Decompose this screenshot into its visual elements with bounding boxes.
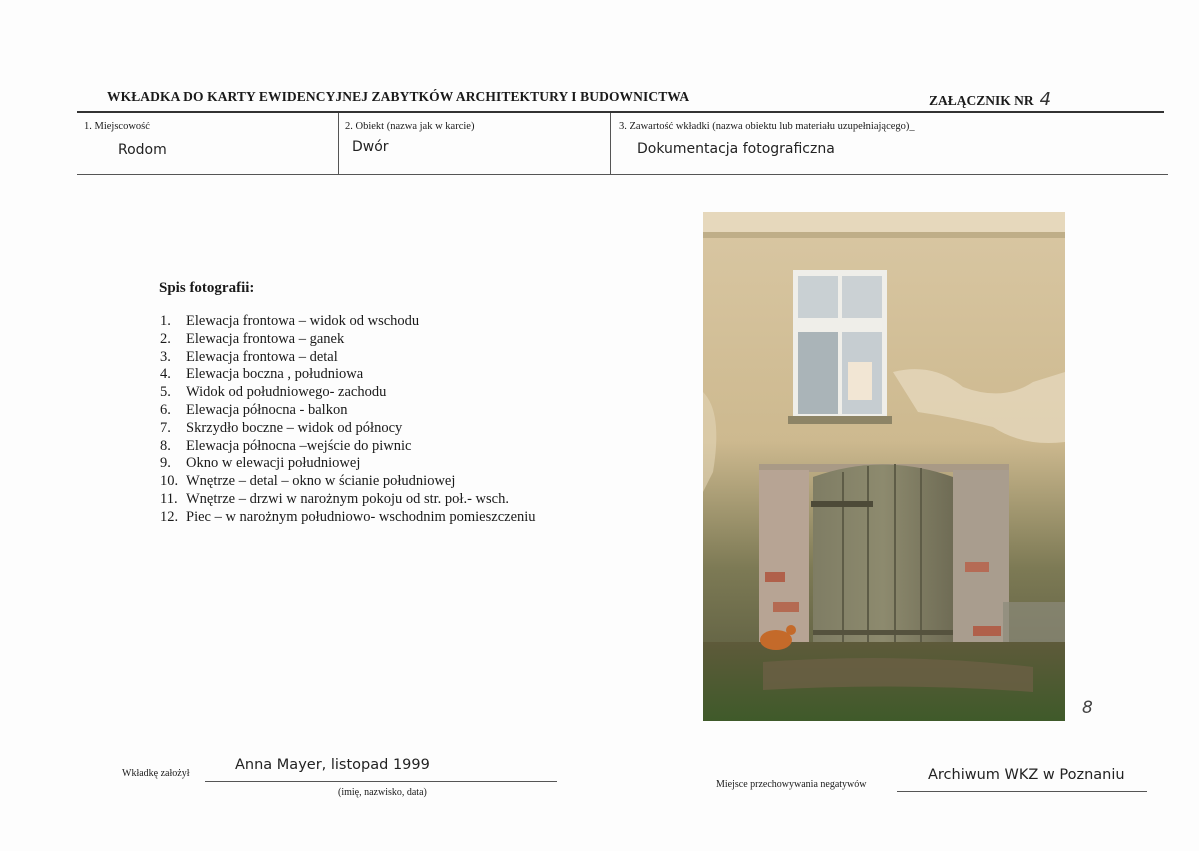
list-item-text: Elewacja frontowa – widok od wschodu	[186, 313, 420, 329]
object-value: Dwór	[352, 139, 389, 155]
field-divider-2	[610, 113, 611, 174]
photo-list	[160, 313, 536, 527]
annex-label: ZAŁĄCZNIK NR	[929, 93, 1034, 108]
list-item	[160, 384, 536, 402]
list-item-number: 1.	[160, 313, 171, 329]
list-item-text: Elewacja północna –wejście do piwnic	[186, 437, 412, 454]
storage-underline	[897, 791, 1147, 792]
list-item-number: 11.	[160, 490, 178, 507]
locality-label: 1. Miejscowość	[84, 121, 150, 132]
list-item	[160, 420, 536, 438]
storage-label: Miejsce przechowywania negatywów	[716, 779, 867, 790]
list-item-text: Elewacja boczna , południowa	[186, 366, 364, 383]
list-item-text: Skrzydło boczne – widok od północy	[186, 419, 403, 436]
form-title: WKŁADKA DO KARTY EWIDENCYJNEJ ZABYTKÓW ARCHITEKTURY I BUDOWNICTWA	[107, 89, 690, 104]
author-label: Wkładkę założył	[122, 768, 190, 779]
list-item-number: 9.	[160, 455, 171, 472]
building-door-photo	[703, 212, 1065, 721]
object-label: 2. Obiekt (nazwa jak w karcie)	[345, 121, 475, 132]
list-item-number: 7.	[160, 419, 171, 436]
list-item-text: Wnętrze – detal – okno w ścianie południowej	[186, 473, 456, 490]
list-item-number: 5.	[160, 384, 171, 401]
photo-list-title: Spis fotografii:	[159, 280, 255, 296]
annex-number: 4	[1039, 89, 1052, 110]
list-item	[160, 349, 536, 367]
contents-label: 3. Zawartość wkładki (nazwa obiektu lub materiału uzupełniającego)_	[619, 121, 915, 132]
list-item-number: 10.	[160, 473, 179, 490]
locality-value: Rodom	[118, 142, 167, 158]
list-item	[160, 331, 536, 349]
list-item-text: Elewacja frontowa – detal	[186, 348, 338, 365]
list-item-text: Elewacja frontowa – ganek	[186, 330, 345, 347]
list-item-number: 3.	[160, 348, 171, 365]
list-item	[160, 491, 536, 509]
list-item-number: 6.	[160, 401, 171, 418]
list-item-number: 8.	[160, 437, 171, 454]
list-item	[160, 455, 536, 473]
author-underline	[205, 781, 557, 782]
author-hint: (imię, nazwisko, data)	[338, 787, 427, 798]
list-item	[160, 366, 536, 384]
list-item-text: Okno w elewacji południowej	[186, 455, 361, 472]
list-item-text: Wnętrze – drzwi w narożnym pokoju od str. poł.- wsch.	[186, 490, 509, 507]
list-item	[160, 473, 536, 491]
contents-value: Dokumentacja fotograficzna	[637, 141, 835, 157]
annex-heading	[929, 89, 1051, 110]
list-item	[160, 313, 536, 331]
list-item-text: Piec – w narożnym południowo- wschodnim pomieszczeniu	[186, 508, 536, 525]
list-item	[160, 509, 536, 527]
field-divider-1	[338, 113, 339, 174]
list-item-number: 12.	[160, 508, 179, 525]
list-item-text: Elewacja północna - balkon	[186, 401, 348, 418]
list-item-number: 4.	[160, 366, 171, 383]
author-value: Anna Mayer, listopad 1999	[235, 757, 430, 773]
storage-value: Archiwum WKZ w Poznaniu	[928, 767, 1125, 783]
photo-page-number: 8	[1082, 698, 1093, 718]
list-item-number: 2.	[160, 330, 171, 347]
list-item	[160, 438, 536, 456]
header-rule	[77, 111, 1164, 113]
list-item	[160, 402, 536, 420]
list-item-text: Widok od południowego- zachodu	[186, 384, 387, 401]
fields-bottom-rule	[77, 174, 1168, 175]
